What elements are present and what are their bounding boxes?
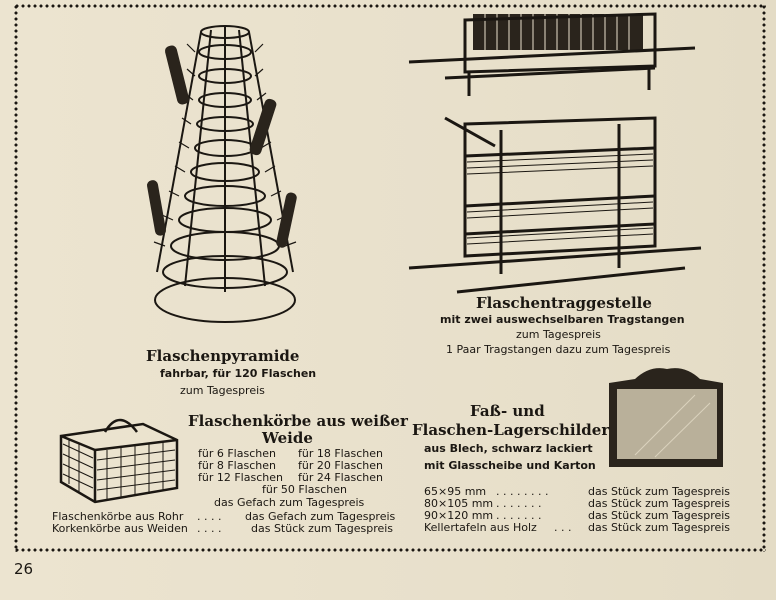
labels-dots: . . . . . . . [496, 497, 542, 510]
labels-title-line2: Flaschen-Lagerschilder [412, 421, 610, 439]
labels-title-line1: Faß- und [470, 402, 545, 420]
dotted-border-bottom [14, 548, 766, 552]
labels-size: 90×120 mm [424, 509, 494, 522]
labels-price: das Stück zum Tagespreis [588, 497, 731, 510]
rack-subtitle: mit zwei auswechselbaren Tragstangen [440, 313, 685, 326]
basket-size-right: für 18 Flaschen [298, 447, 383, 460]
labels-size: 80×105 mm [424, 497, 494, 510]
basket-other-row [52, 522, 393, 535]
page-number: 26 [14, 560, 34, 578]
basket-gefach-price: das Gefach zum Tagespreis [214, 496, 365, 509]
rack-title: Flaschentraggestelle [476, 294, 652, 312]
dotted-border-left [14, 4, 18, 552]
basket-other-price: das Stück zum Tagespreis [251, 522, 394, 535]
rack-price: zum Tagespreis [516, 328, 601, 341]
dotted-border-right [762, 4, 766, 552]
labels-dots: . . . [554, 521, 572, 534]
labels-subtitle-line1: aus Blech, schwarz lackiert [424, 442, 593, 455]
basket-size-left: für 8 Flaschen [198, 459, 276, 472]
labels-row [424, 521, 730, 534]
basket-other-dots: . . . . [197, 510, 222, 523]
wicker-basket-illustration [57, 410, 182, 505]
labels-dots: . . . . . . . [496, 509, 542, 522]
basket-other-name: Flaschenkörbe aus Rohr [52, 510, 184, 523]
rack-extra: 1 Paar Tragstangen dazu zum Tagespreis [446, 343, 671, 356]
labels-size: 65×95 mm [424, 485, 487, 498]
pyramid-title: Flaschenpyramide [146, 347, 300, 365]
baskets-title-line1: Flaschenkörbe aus weißer [188, 412, 408, 430]
labels-subtitle-line2: mit Glasscheibe und Karton [424, 459, 596, 472]
cellar-sign-illustration [605, 365, 730, 470]
labels-price: das Stück zum Tagespreis [588, 521, 731, 534]
pyramid-price: zum Tagespreis [180, 384, 265, 397]
labels-price: das Stück zum Tagespreis [588, 485, 731, 498]
bottle-pyramid-illustration [145, 10, 305, 330]
basket-size-right: für 24 Flaschen [298, 471, 383, 484]
basket-size-last: für 50 Flaschen [262, 483, 347, 496]
labels-size: Kellertafeln aus Holz [424, 521, 537, 534]
basket-other-price: das Gefach zum Tagespreis [245, 510, 396, 523]
basket-other-name: Korkenkörbe aus Weiden [52, 522, 188, 535]
labels-dots: . . . . . . . . [496, 485, 549, 498]
basket-size-right: für 20 Flaschen [298, 459, 383, 472]
basket-other-dots: . . . . [197, 522, 222, 535]
basket-size-left: für 6 Flaschen [198, 447, 276, 460]
pyramid-subtitle: fahrbar, für 120 Flaschen [160, 367, 317, 380]
basket-size-left: für 12 Flaschen [198, 471, 283, 484]
labels-price: das Stück zum Tagespreis [588, 509, 731, 522]
bottle-rack-illustration [405, 6, 705, 301]
baskets-title-line2: Weide [262, 429, 313, 447]
